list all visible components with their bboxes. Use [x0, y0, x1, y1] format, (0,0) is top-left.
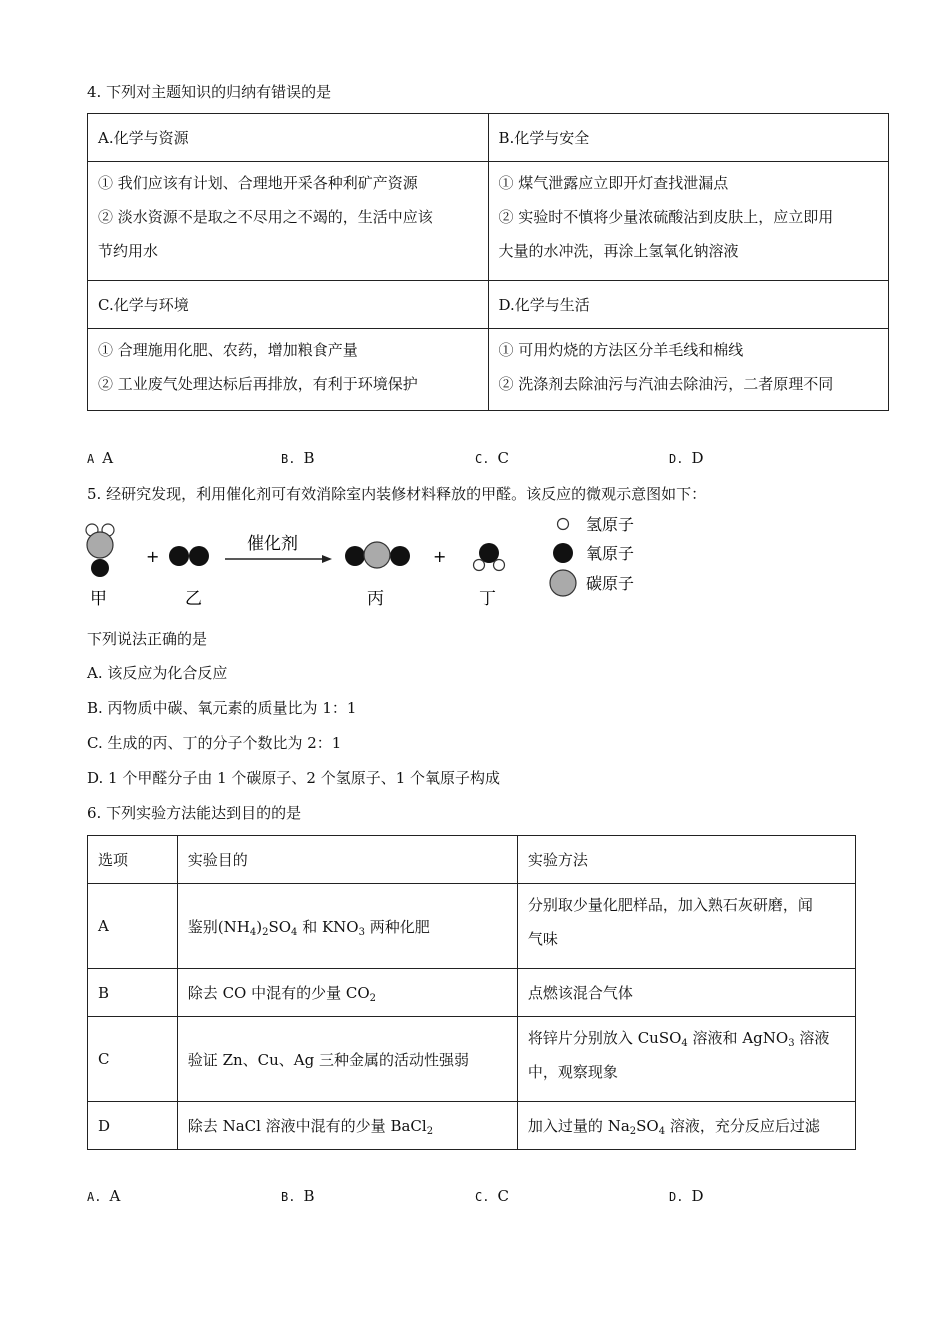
legend-oxygen-label: 氧原子: [586, 544, 635, 563]
legend-hydrogen-label: 氢原子: [586, 515, 635, 534]
molecule-bing: [345, 542, 410, 568]
table-row: [88, 969, 856, 1017]
q6-option-d[interactable]: D. D: [669, 1187, 704, 1205]
q5-stem: 5. 经研究发现，利用催化剂可有效消除室内装修材料释放的甲醛。该反应的微观示意图如下：: [87, 485, 707, 503]
q4-a-line1: ① 我们应该有计划、合理地开采各种利矿产资源: [98, 174, 418, 192]
q6-row-d-goal: 除去 NaCl 溶液中混有的少量 BaCl$_2$: [177, 1102, 517, 1150]
q4-cell-c-title: C.化学与环境: [88, 281, 489, 329]
molecule-jia: [86, 524, 114, 577]
q6-row-a-option: A: [88, 884, 178, 969]
table-row: [88, 1102, 856, 1150]
label-jia: 甲: [90, 589, 107, 609]
q6-stem: 6. 下列实验方法能达到目的的是: [87, 804, 302, 822]
legend-carbon-label: 碳原子: [586, 574, 635, 593]
q4-cell-a-body: [88, 162, 489, 281]
q5-choice-a[interactable]: A. 该反应为化合反应: [87, 664, 228, 682]
q6-row-a-method: 分别取少量化肥样品，加入熟石灰研磨，闻 气味: [517, 884, 855, 969]
table-row: [88, 884, 856, 969]
catalyst-label: 催化剂: [247, 534, 298, 554]
q6-row-c-goal: 验证 Zn、Cu、Ag 三种金属的活动性强弱: [177, 1017, 517, 1102]
carbon-atom: [364, 542, 390, 568]
q6-row-d-option: D: [88, 1102, 178, 1150]
q4-c-line1: ① 合理施用化肥、农药，增加粮食产量: [98, 341, 358, 359]
q4-a-line3: 节约用水: [98, 242, 159, 260]
label-ding: 丁: [479, 589, 496, 609]
oxygen-atom: [345, 546, 365, 566]
q4-d-line1: ① 可用灼烧的方法区分羊毛线和棉线: [498, 341, 744, 359]
legend-oxygen-icon: [553, 543, 573, 563]
q4-cell-d-title: D.化学与生活: [488, 281, 889, 329]
label-yi: 乙: [185, 589, 202, 609]
plus-sign-2: +: [433, 547, 447, 566]
carbon-atom: [87, 532, 113, 558]
q6-option-b[interactable]: B. B: [281, 1187, 315, 1205]
legend-hydrogen-icon: [558, 519, 569, 530]
oxygen-atom: [390, 546, 410, 566]
q6-row-c-method: 将锌片分别放入 CuSO$_4$ 溶液和 AgNO$_3$ 溶液 中，观察现象: [517, 1017, 855, 1102]
legend-carbon-icon: [550, 570, 576, 596]
q4-option-b[interactable]: B. B: [281, 449, 315, 467]
plus-sign-1: +: [146, 547, 160, 566]
q4-cell-b-title: B.化学与安全: [488, 114, 889, 162]
q5-choice-d[interactable]: D. 1 个甲醛分子由 1 个碳原子、2 个氢原子、1 个氧原子构成: [87, 769, 501, 787]
oxygen-atom: [189, 546, 209, 566]
q5-prompt: 下列说法正确的是: [87, 630, 208, 648]
q6-header-goal: 实验目的: [177, 836, 517, 884]
q6-row-b-option: B: [88, 969, 178, 1017]
q6-row-b-method: 点燃该混合气体: [517, 969, 855, 1017]
q4-cell-c-body: [88, 329, 489, 411]
q4-b-line2: ② 实验时不慎将少量浓硫酸沾到皮肤上，应立即用: [498, 208, 834, 226]
q5-choice-b[interactable]: B. 丙物质中碳、氧元素的质量比为 1：1: [87, 699, 357, 717]
oxygen-atom: [91, 559, 109, 577]
q4-c-line2: ② 工业废气处理达标后再排放，有利于环境保护: [98, 375, 418, 393]
label-bing: 丙: [367, 589, 384, 609]
legend: [550, 515, 634, 596]
q6-option-a[interactable]: A. A: [87, 1187, 121, 1205]
q6-row-d-method: 加入过量的 $Na_2SO_4$ 溶液，充分反应后过滤: [517, 1102, 855, 1150]
q6-row-b-goal: 除去 CO 中混有的少量 $CO_2$: [177, 969, 517, 1017]
hydrogen-atom: [494, 560, 505, 571]
q4-cell-a-title: A.化学与资源: [88, 114, 489, 162]
q4-cell-d-body: [488, 329, 889, 411]
q6-header-option: 选项: [88, 836, 178, 884]
hydrogen-atom: [474, 560, 485, 571]
molecule-ding: [474, 543, 505, 571]
q4-stem: 4. 下列对主题知识的归纳有错误的是: [87, 83, 332, 101]
q4-a-line2: ② 淡水资源不是取之不尽用之不竭的，生活中应该: [98, 208, 433, 226]
q4-cell-b-body: [488, 162, 889, 281]
q6-header-method: 实验方法: [517, 836, 855, 884]
q4-option-a[interactable]: A A: [87, 449, 114, 467]
table-row: [88, 1017, 856, 1102]
molecule-yi: [169, 546, 209, 566]
q6-row-c-option: C: [88, 1017, 178, 1102]
q4-b-line1: ① 煤气泄露应立即开灯查找泄漏点: [498, 174, 729, 192]
q6-table: [87, 835, 856, 1150]
q4-table: [87, 113, 889, 411]
oxygen-atom: [169, 546, 189, 566]
q4-b-line3: 大量的水冲洗，再涂上氢氧化钠溶液: [498, 242, 739, 260]
reaction-diagram: [80, 512, 660, 612]
q6-option-c[interactable]: C. C: [475, 1187, 509, 1205]
q4-option-c[interactable]: C. C: [475, 449, 509, 467]
q5-choice-c[interactable]: C. 生成的丙、丁的分子个数比为 2：1: [87, 734, 342, 752]
reaction-arrow: [225, 555, 332, 563]
q4-option-d[interactable]: D. D: [669, 449, 704, 467]
q6-row-a-goal: 鉴别$(NH_4)_2SO_4$ 和 $KNO_3$ 两种化肥: [177, 884, 517, 969]
q4-d-line2: ② 洗涤剂去除油污与汽油去除油污，二者原理不同: [498, 375, 834, 393]
